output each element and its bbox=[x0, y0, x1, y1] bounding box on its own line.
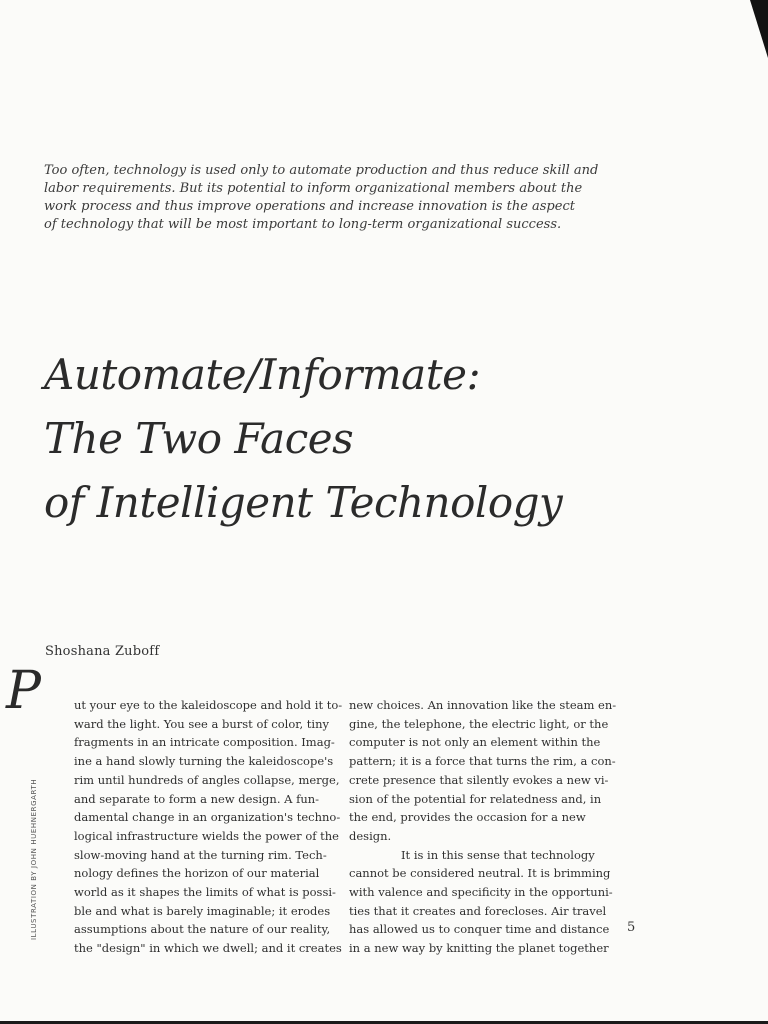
body-line: ward the light. You see a burst of color, tiny bbox=[74, 716, 330, 731]
body-line: It is in this sense that technology bbox=[401, 847, 595, 862]
body-line: pattern; it is a force that turns the rim, a con- bbox=[349, 754, 616, 769]
page-number: 5 bbox=[627, 920, 636, 935]
page-corner-shadow bbox=[750, 0, 768, 58]
body-line: nology defines the horizon of our material bbox=[74, 866, 320, 881]
body-line: and separate to form a new design. A fun- bbox=[74, 791, 320, 806]
body-line: the end, provides the occasion for a new bbox=[349, 810, 586, 825]
title-line: of Intelligent Technology bbox=[44, 478, 563, 527]
body-line: cannot be considered neutral. It is brimming bbox=[349, 866, 611, 881]
body-line: damental change in an organization's techno- bbox=[74, 810, 341, 825]
body-column-right bbox=[349, 696, 617, 958]
abstract-line: labor requirements. But its potential to inform organizational members about the bbox=[44, 181, 583, 196]
drop-cap: P bbox=[6, 661, 41, 721]
illustration-credit: ILLUSTRATION BY JOHN HUEHNERGARTH bbox=[30, 778, 38, 940]
abstract-line: of technology that will be most important to long-term organizational success. bbox=[44, 217, 562, 232]
body-line: design. bbox=[349, 828, 392, 843]
abstract-line: work process and thus improve operations and increase innovation is the aspect bbox=[44, 199, 575, 214]
body-line: crete presence that silently evokes a new vi- bbox=[349, 772, 609, 787]
body-line: new choices. An innovation like the steam en- bbox=[349, 698, 617, 712]
body-line: assumptions about the nature of our reality, bbox=[74, 922, 331, 937]
body-line: sion of the potential for relatedness and, in bbox=[349, 791, 602, 806]
body-line: computer is not only an element within the bbox=[349, 735, 601, 750]
title-line: Automate/Informate: bbox=[44, 350, 481, 399]
abstract-line: Too often, technology is used only to automate production and thus reduce skill and bbox=[44, 163, 599, 178]
body-line: ine a hand slowly turning the kaleidoscope's bbox=[74, 754, 334, 769]
title-line: The Two Faces bbox=[44, 414, 354, 463]
abstract bbox=[44, 162, 614, 234]
body-line: rim until hundreds of angles collapse, merge, bbox=[74, 772, 340, 787]
body-line: logical infrastructure wields the power of the bbox=[74, 828, 339, 843]
body-line: ties that it creates and forecloses. Air travel bbox=[349, 903, 607, 918]
body-column-left bbox=[74, 696, 343, 958]
body-line: ut your eye to the kaleidoscope and hold it to- bbox=[74, 698, 343, 712]
article-title bbox=[44, 343, 562, 535]
body-line: ble and what is barely imaginable; it erodes bbox=[74, 903, 331, 918]
author-name: Shoshana Zuboff bbox=[45, 644, 160, 659]
body-line: slow-moving hand at the turning rim. Tech- bbox=[74, 847, 327, 862]
body-line: has allowed us to conquer time and distance bbox=[349, 922, 610, 937]
body-line: fragments in an intricate composition. Imag- bbox=[74, 735, 335, 750]
body-line: with valence and specificity in the opportuni- bbox=[349, 885, 613, 900]
body-line: gine, the telephone, the electric light, or the bbox=[349, 716, 609, 731]
body-line: world as it shapes the limits of what is possi- bbox=[74, 885, 336, 900]
body-line: in a new way by knitting the planet together bbox=[349, 941, 609, 956]
body-line: the "design" in which we dwell; and it creates bbox=[74, 941, 342, 956]
